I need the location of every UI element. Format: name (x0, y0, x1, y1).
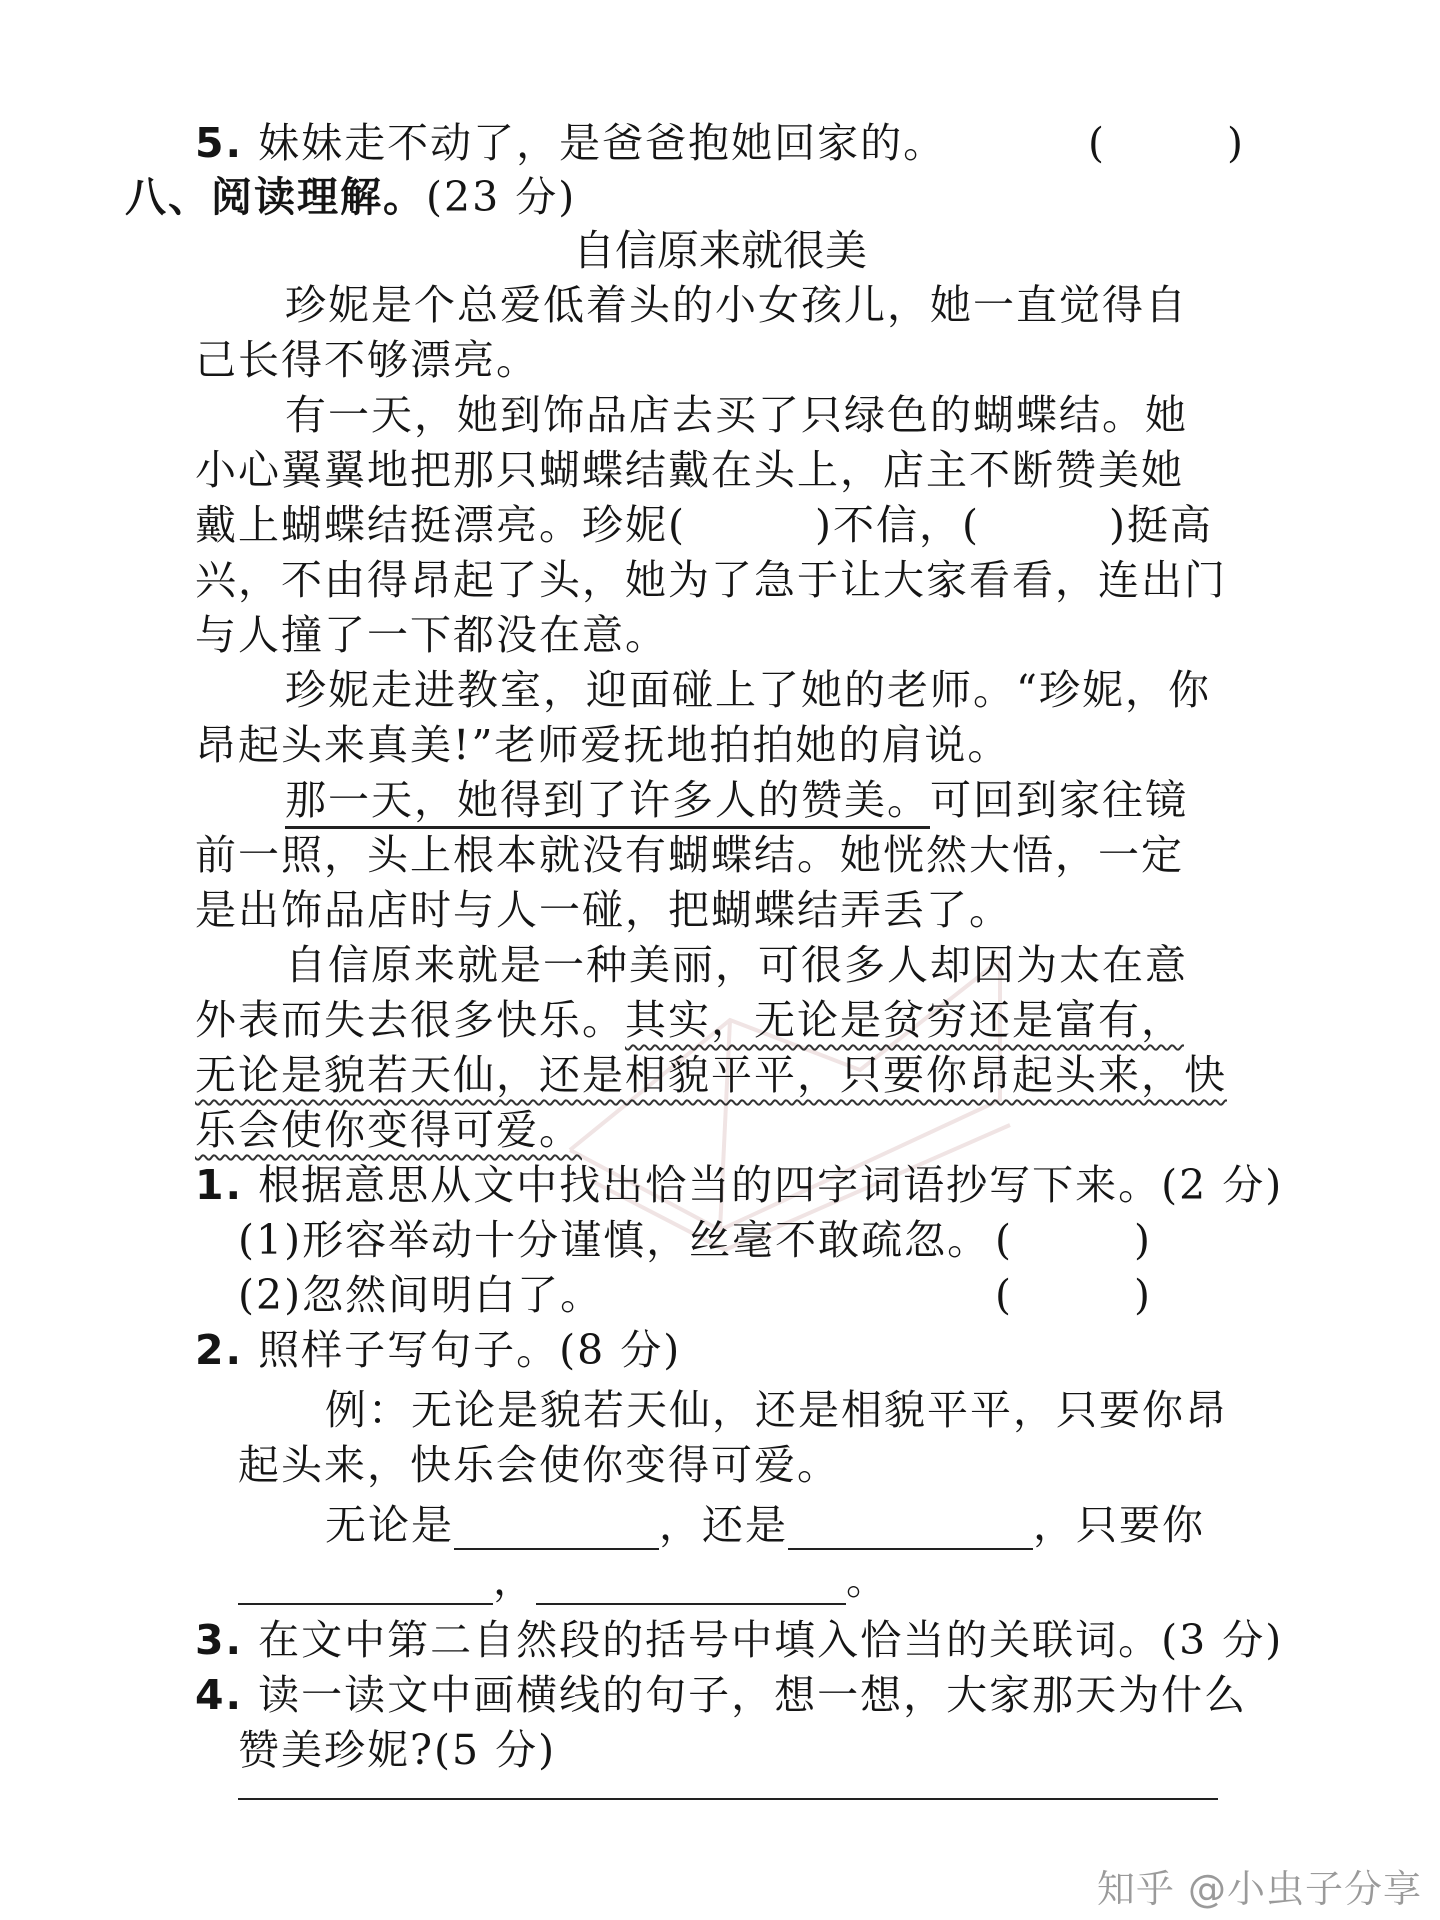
passage-line: 是出饰品店时与人一碰，把蝴蝶结弄丢了。 (195, 886, 1012, 934)
passage-title: 自信原来就很美 (572, 226, 867, 275)
passage-text: 可回到家往镜 (930, 776, 1188, 824)
blank-field[interactable] (454, 1512, 659, 1550)
fill-in-sentence-line-1 (325, 1500, 1205, 1550)
wavy-underlined-text: 乐会使你变得可爱。 (195, 1106, 582, 1154)
passage-line (195, 1050, 1227, 1100)
passage-line (195, 1105, 582, 1155)
passage-line: 昂起头来真美!”老师爱抚地拍拍她的肩说。 (195, 721, 1011, 769)
question-5-row (195, 118, 946, 168)
question-text: 在文中第二自然段的括号中填入恰当的关联词。(3 分) (258, 1616, 1284, 1664)
passage-line: 珍妮是个总爱低着头的小女孩儿，她一直觉得自 (285, 281, 1188, 329)
passage-line: 兴，不由得昂起了头，她为了急于让大家看看，连出门 (195, 556, 1227, 604)
question-text: 赞美珍妮?(5 分) (238, 1726, 557, 1774)
question-text: 照样子写句子。(8 分) (258, 1326, 682, 1374)
wavy-underlined-text: 其实，无论是贫穷还是富有， (625, 996, 1184, 1044)
answer-line[interactable] (238, 1798, 1218, 1800)
passage-line: 自信原来就是一种美丽，可很多人却因为太在意 (285, 941, 1188, 989)
example-sentence: 起头来，快乐会使你变得可爱。 (238, 1441, 840, 1489)
source-watermark: 知乎 @小虫子分享 (1096, 1867, 1422, 1911)
passage-line: 前一照，头上根本就没有蝴蝶结。她恍然大悟，一定 (195, 831, 1184, 879)
blank-field[interactable] (788, 1512, 1033, 1550)
fill-text: ，还是 (659, 1501, 788, 1549)
question-text: 读一读文中画横线的句子，想一想，大家那天为什么 (258, 1671, 1248, 1719)
fill-text: ， (493, 1556, 536, 1604)
question-number: 1. (195, 1161, 244, 1209)
question-1 (195, 1160, 1283, 1210)
question-1-sub-1: (1)形容举动十分谨慎，丝毫不敢疏忽。 (238, 1216, 991, 1264)
question-text: 根据意思从文中找出恰当的四字词语抄写下来。(2 分) (258, 1161, 1284, 1209)
passage-line: 珍妮走进教室，迎面碰上了她的老师。“珍妮，你 (285, 666, 1211, 714)
blank-field[interactable] (536, 1567, 846, 1605)
passage-line-with-blanks: 戴上蝴蝶结挺漂亮。珍妮( )不信，( )挺高 (195, 501, 1213, 549)
answer-parens[interactable]: ( ) (1088, 119, 1243, 167)
fill-text: 无论是 (325, 1501, 454, 1549)
passage-line (285, 775, 1188, 825)
question-text: 妹妹走不动了，是爸爸抱她回家的。 (258, 119, 947, 167)
question-number: 5. (195, 119, 244, 167)
section-score: (23 分) (426, 173, 577, 221)
question-number: 2. (195, 1326, 244, 1374)
question-number: 4. (195, 1671, 244, 1719)
passage-line: 小心翼翼地把那只蝴蝶结戴在头上，店主不断赞美她 (195, 446, 1184, 494)
question-3 (195, 1615, 1283, 1665)
passage-line: 己长得不够漂亮。 (195, 336, 539, 384)
section-title: 八、阅读理解。 (125, 173, 426, 221)
passage-line: 与人撞了一下都没在意。 (195, 611, 668, 659)
example-sentence: 例：无论是貌若天仙，还是相貌平平，只要你昂 (325, 1386, 1228, 1434)
answer-parens[interactable]: ( ) (995, 1216, 1150, 1264)
fill-text: ，只要你 (1033, 1501, 1205, 1549)
blank-field[interactable] (238, 1567, 493, 1605)
passage-line: 有一天，她到饰品店去买了只绿色的蝴蝶结。她 (285, 391, 1188, 439)
fill-in-sentence-line-2 (238, 1555, 889, 1605)
answer-parens[interactable]: ( ) (995, 1271, 1150, 1319)
question-number: 3. (195, 1616, 244, 1664)
question-4 (195, 1670, 1247, 1720)
wavy-underlined-text: 无论是貌若天仙，还是相貌平平，只要你昂起头来，快 (195, 1051, 1227, 1099)
question-2 (195, 1325, 681, 1375)
question-1-sub-2: (2)忽然间明白了。 (238, 1271, 604, 1319)
section-heading (125, 172, 576, 222)
passage-line (195, 995, 1184, 1045)
underlined-sentence: 那一天，她得到了许多人的赞美。 (285, 776, 930, 829)
passage-text: 外表而失去很多快乐。 (195, 996, 625, 1044)
fill-text: 。 (846, 1556, 889, 1604)
